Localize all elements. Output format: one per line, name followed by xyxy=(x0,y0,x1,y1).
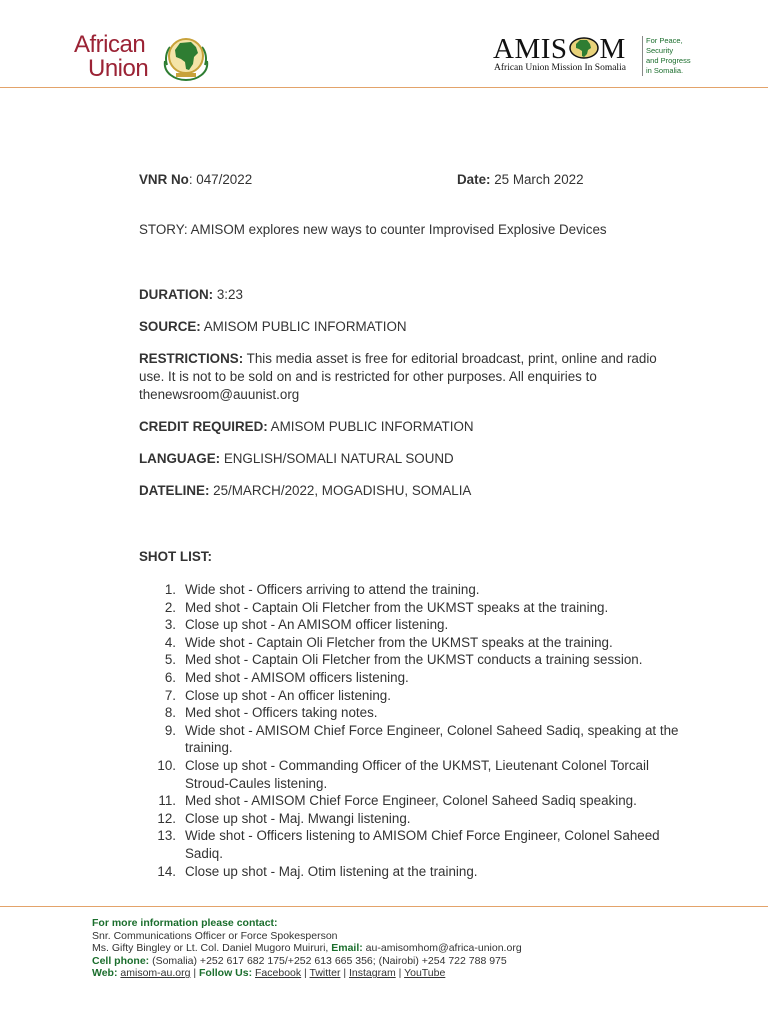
shot-number: 13. xyxy=(157,828,176,844)
facebook-link[interactable]: Facebook xyxy=(255,967,302,980)
shot-text: Wide shot - Captain Oli Fletcher from the UKMST speaks at the training. xyxy=(185,634,613,650)
shot-number: 1. xyxy=(164,582,176,597)
tagline-line: and Progress xyxy=(646,56,691,65)
contact-heading: For more information please contact: xyxy=(92,917,278,929)
au-emblem-icon xyxy=(161,35,211,81)
list-item xyxy=(139,634,679,652)
cell-label: Cell phone: xyxy=(92,954,150,967)
language-label: LANGUAGE: xyxy=(139,451,221,466)
shot-text: Close up shot - An officer listening. xyxy=(185,687,391,703)
shot-text: Med shot - Captain Oli Fletcher from the UKMST speaks at the training. xyxy=(185,599,609,615)
email-value: au-amisomhom@africa-union.org xyxy=(362,942,522,955)
header-divider xyxy=(0,87,768,88)
vnr-value: : 047/2022 xyxy=(188,172,253,187)
separator: | xyxy=(395,967,405,980)
web-link[interactable]: amisom-au.org xyxy=(120,967,191,980)
credit-label: CREDIT REQUIRED: xyxy=(139,419,268,434)
restrictions-field xyxy=(139,350,679,404)
contact-names-row xyxy=(92,942,522,955)
shot-number: 6. xyxy=(164,669,176,685)
list-item xyxy=(139,827,679,862)
source-field xyxy=(139,318,679,336)
au-line2: Union xyxy=(88,55,149,82)
shot-text: Med shot - Officers taking notes. xyxy=(185,705,378,721)
credit-field xyxy=(139,418,679,436)
shot-number: 12. xyxy=(157,810,176,826)
shot-number: 8. xyxy=(164,705,176,721)
list-item xyxy=(139,757,679,792)
amisom-tagline xyxy=(642,36,691,76)
shot-text: Wide shot - Officers listening to AMISOM Chief Force Engineer, Colonel Saheed Sadiq. xyxy=(185,828,660,861)
au-line1: African xyxy=(74,31,146,58)
vnr-date-row xyxy=(139,171,679,189)
language-value: ENGLISH/SOMALI NATURAL SOUND xyxy=(220,451,454,466)
shot-text: Med shot - Captain Oli Fletcher from the UKMST conducts a training session. xyxy=(185,652,643,668)
dateline-label: DATELINE: xyxy=(139,483,210,498)
amisom-word-start: AMIS xyxy=(493,33,568,65)
shot-text: Med shot - AMISOM Chief Force Engineer, Colonel Saheed Sadiq speaking. xyxy=(185,793,637,809)
shot-text: Close up shot - Commanding Officer of the UKMST, Lieutenant Colonel Torcail Stroud-Caules listening. xyxy=(185,757,649,791)
vnr-label: VNR No xyxy=(139,172,189,187)
date-field xyxy=(457,171,584,189)
source-value: AMISOM PUBLIC INFORMATION xyxy=(200,319,407,334)
amisom-word-end: M xyxy=(599,33,626,65)
shot-list xyxy=(139,581,679,880)
document-body xyxy=(139,171,679,880)
list-item xyxy=(139,810,679,828)
shot-text: Med shot - AMISOM officers listening. xyxy=(185,669,409,685)
globe-icon xyxy=(568,37,600,59)
dateline-value: 25/MARCH/2022, MOGADISHU, SOMALIA xyxy=(209,483,472,498)
shot-text: Close up shot - An AMISOM officer listening. xyxy=(185,617,449,633)
date-label: Date: xyxy=(457,172,491,187)
shot-list-label: SHOT LIST: xyxy=(139,549,212,564)
web-row xyxy=(92,967,522,980)
contact-footer xyxy=(92,917,522,980)
dateline-field xyxy=(139,482,679,500)
duration-label: DURATION: xyxy=(139,287,214,302)
shot-number: 11. xyxy=(158,793,176,809)
list-item xyxy=(139,704,679,722)
restrictions-value: This media asset is free for editorial broadcast, print, online and radio use. It is not to be sold on and is restricted for other purposes. All enquiries to thenewsroom@auunist.org xyxy=(139,351,657,402)
shot-text: Wide shot - AMISOM Chief Force Engineer, Colonel Saheed Sadiq, speaking at the training. xyxy=(185,722,679,756)
list-item xyxy=(139,616,679,634)
instagram-link[interactable]: Instagram xyxy=(349,967,396,980)
list-item xyxy=(139,687,679,705)
shot-number: 9. xyxy=(164,722,176,738)
duration-value: 3:23 xyxy=(213,287,243,302)
shot-text: Close up shot - Maj. Mwangi listening. xyxy=(185,810,411,826)
cell-value: (Somalia) +252 617 682 175/+252 613 665 356; (Nairobi) +254 722 788 975 xyxy=(149,954,507,967)
shot-number: 5. xyxy=(164,652,176,668)
list-item xyxy=(139,669,679,687)
separator: | xyxy=(340,967,349,980)
duration-field xyxy=(139,286,679,304)
youtube-link[interactable]: YouTube xyxy=(404,967,446,980)
list-item xyxy=(139,722,679,757)
restrictions-label: RESTRICTIONS: xyxy=(139,351,244,366)
separator: | xyxy=(301,967,310,980)
tagline-line: in Somalia. xyxy=(646,66,684,75)
separator: | xyxy=(190,967,199,980)
list-item xyxy=(139,599,679,617)
web-label: Web: xyxy=(92,967,118,980)
list-item xyxy=(139,651,679,669)
shot-number: 3. xyxy=(164,617,176,633)
amisom-subtitle: African Union Mission In Somalia xyxy=(494,63,626,73)
shot-list-heading xyxy=(139,548,679,566)
cell-row xyxy=(92,955,522,968)
credit-value: AMISOM PUBLIC INFORMATION xyxy=(267,419,474,434)
email-label: Email: xyxy=(331,942,363,955)
shot-number: 10. xyxy=(157,757,176,773)
amisom-wordmark xyxy=(493,34,626,64)
shot-text: Wide shot - Officers arriving to attend the training. xyxy=(185,582,480,597)
amisom-logo xyxy=(493,34,693,82)
shot-number: 7. xyxy=(164,687,176,703)
story-line: STORY: AMISOM explores new ways to counter Improvised Explosive Devices xyxy=(139,222,607,237)
list-item xyxy=(139,581,679,599)
date-value: 25 March 2022 xyxy=(490,172,584,187)
african-union-wordmark xyxy=(74,33,148,81)
source-label: SOURCE: xyxy=(139,319,201,334)
contact-role: Snr. Communications Officer or Force Spokesperson xyxy=(92,929,338,942)
follow-label: Follow Us: xyxy=(199,967,253,980)
shot-number: 2. xyxy=(164,599,176,615)
tagline-line: Security xyxy=(646,46,674,55)
tagline-line: For Peace, xyxy=(646,36,683,45)
shot-number: 4. xyxy=(164,634,176,650)
shot-number: 14. xyxy=(157,863,176,879)
footer-divider xyxy=(0,906,768,907)
list-item xyxy=(139,792,679,810)
language-field xyxy=(139,450,679,468)
shot-text: Close up shot - Maj. Otim listening at the training. xyxy=(185,863,478,879)
twitter-link[interactable]: Twitter xyxy=(309,967,341,980)
contact-names: Ms. Gifty Bingley or Lt. Col. Daniel Mugoro Muiruri, xyxy=(92,942,329,955)
vnr-field xyxy=(139,171,252,189)
list-item xyxy=(139,863,679,881)
african-union-logo xyxy=(74,33,214,83)
